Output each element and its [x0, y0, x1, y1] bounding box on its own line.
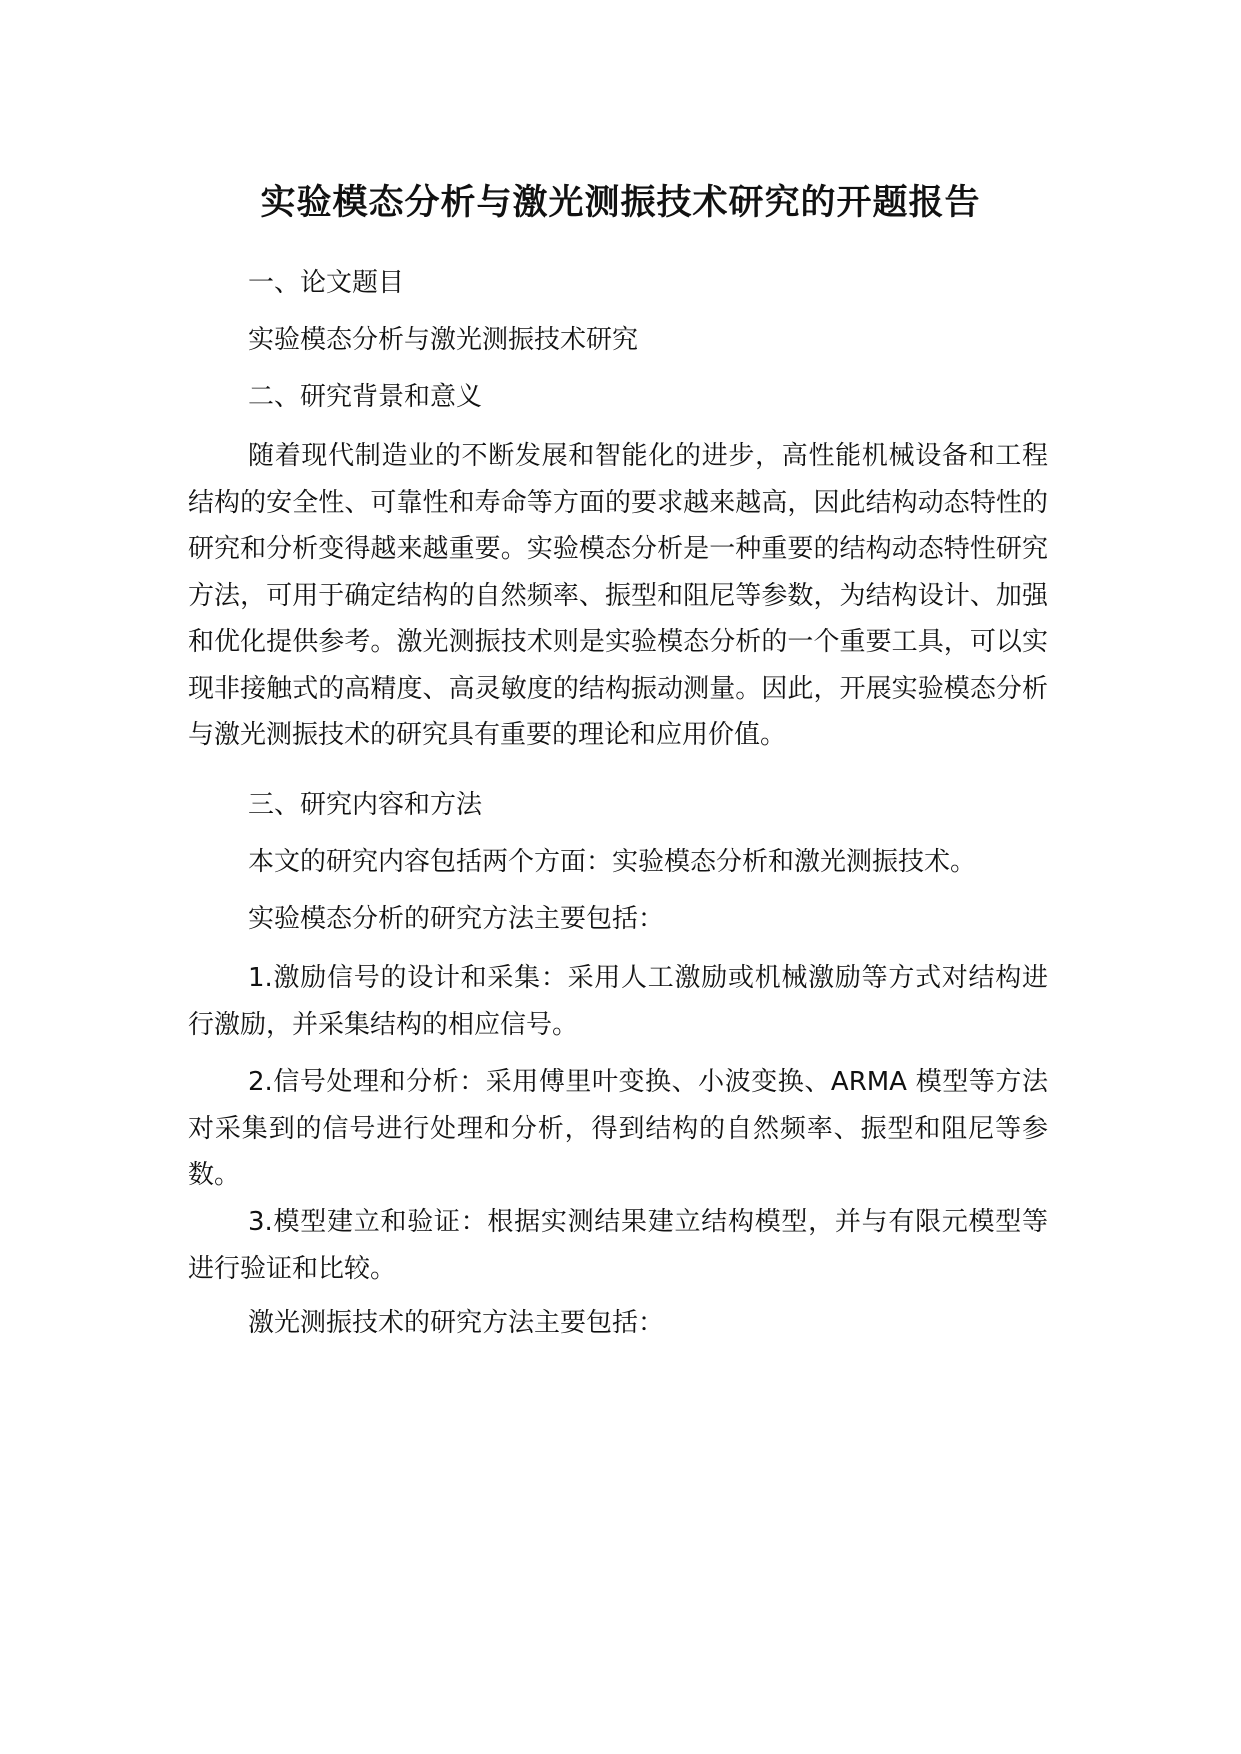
document-title: 实验模态分析与激光测振技术研究的开题报告 — [260, 183, 981, 223]
section-heading-1: 一、论文题目 — [248, 268, 405, 298]
background-paragraph: 随着现代制造业的不断发展和智能化的进步，高性能机械设备和工程结构的安全性、可靠性和寿命等方面的要求越来越高，因此结构动态特性的研究和分析变得越来越重要。实验模态分析是一种重要的结构动态特性研究方法，可用于确定结构的自然频率、振型和阻尼等参数，为结构设计、加强和优化提供参考。激光测振技术则是实验模态分析的一个重要工具，可以实现非接触式的高精度、高灵敏度的结构振动测量。因此，开展实验模态分析与激光测振技术的研究具有重要的理论和应用价值。 — [188, 441, 1048, 750]
section-heading-2: 二、研究背景和意义 — [248, 382, 483, 412]
method-item-3: 3.模型建立和验证：根据实测结果建立结构模型，并与有限元模型等进行验证和比较。 — [188, 1207, 1048, 1284]
content-intro-paragraph: 本文的研究内容包括两个方面：实验模态分析和激光测振技术。 — [248, 847, 977, 877]
modal-methods-intro: 实验模态分析的研究方法主要包括： — [248, 904, 665, 934]
method-item-1: 1.激励信号的设计和采集：采用人工激励或机械激励等方式对结构进行激励，并采集结构的相应信号。 — [188, 963, 1048, 1040]
method-item-2: 2.信号处理和分析：采用傅里叶变换、小波变换、ARMA 模型等方法对采集到的信号进行处理和分析，得到结构的自然频率、振型和阻尼等参数。 — [188, 1067, 1048, 1190]
laser-methods-intro: 激光测振技术的研究方法主要包括： — [248, 1308, 665, 1338]
section-heading-3: 三、研究内容和方法 — [248, 790, 483, 820]
thesis-title-text: 实验模态分析与激光测振技术研究 — [248, 325, 639, 355]
